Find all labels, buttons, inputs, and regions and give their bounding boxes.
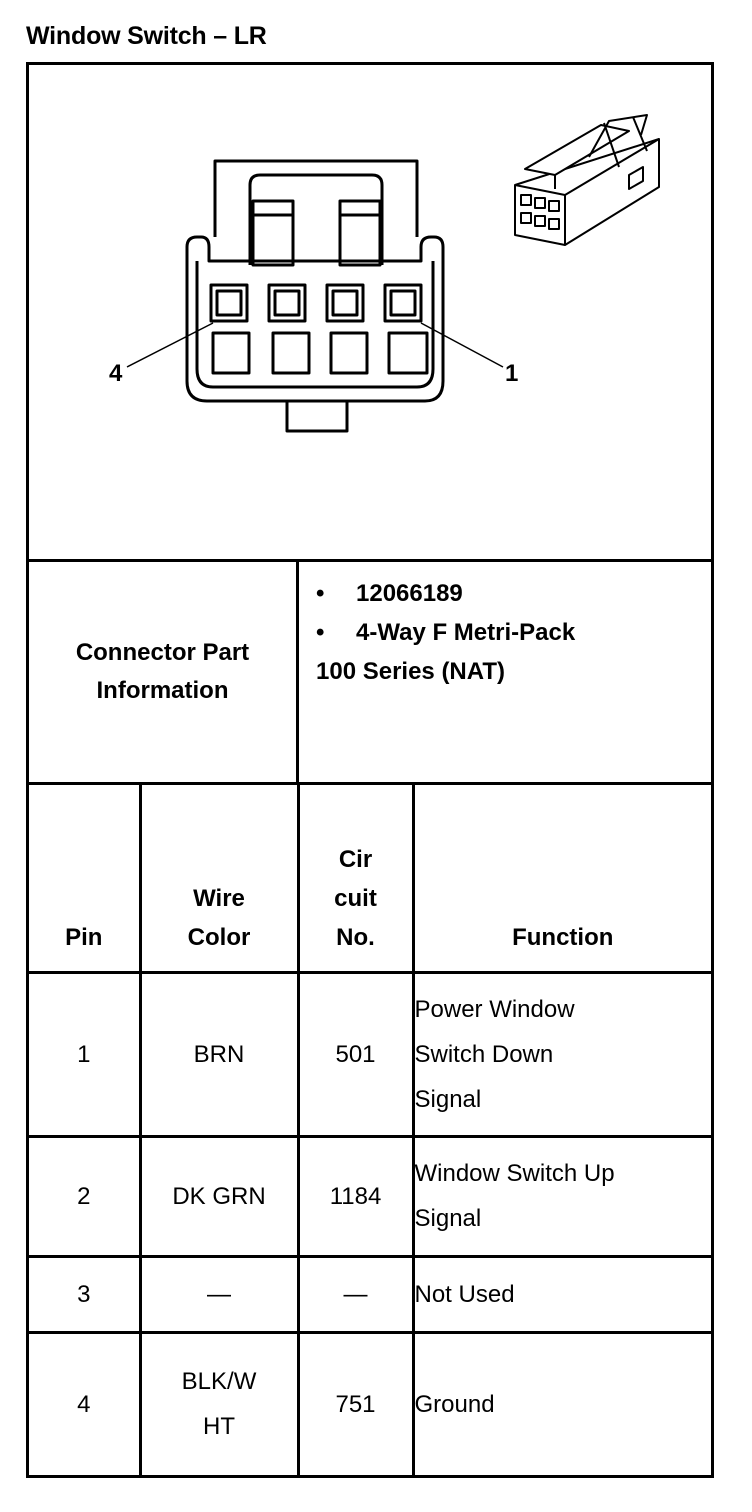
connector-part-info — [316, 574, 696, 691]
cavity-bottom-3 — [273, 333, 309, 373]
connector-latch — [215, 161, 417, 237]
connector-series: 100 Series (NAT) — [316, 658, 505, 685]
header-wire-color: Wire Color — [140, 785, 298, 972]
connector-iso-view — [515, 115, 659, 245]
leader-line-pin-4 — [127, 323, 213, 367]
part-number-item: • 12066189 — [316, 580, 463, 607]
pin-cell: 1 — [29, 972, 140, 1136]
connector-part-label: Connector Part Information — [29, 562, 299, 782]
cavity-bottom-1 — [389, 333, 427, 373]
page-title: Window Switch – LR — [26, 22, 267, 50]
function-cell: Not Used — [413, 1256, 711, 1332]
function-cell: Window Switch Up Signal — [413, 1136, 711, 1256]
table-row — [29, 1256, 711, 1332]
wire-color-cell: BRN — [140, 972, 298, 1136]
cavity-bottom-2 — [331, 333, 367, 373]
wire-color-cell: — — [140, 1256, 298, 1332]
circuit-cell: 751 — [298, 1332, 413, 1475]
connector-drawing — [29, 65, 711, 559]
table-header-row — [29, 785, 711, 972]
connector-sheet — [26, 62, 714, 1478]
circuit-cell: 1184 — [298, 1136, 413, 1256]
latch-tab-right — [340, 201, 380, 265]
connector-body — [187, 237, 443, 401]
connector-body-inner — [197, 261, 433, 387]
header-circuit-no: Cir cuit No. — [298, 785, 413, 972]
table-row — [29, 1332, 711, 1475]
cavity-bottom-4 — [213, 333, 249, 373]
pin-cell: 2 — [29, 1136, 140, 1256]
header-function: Function — [413, 785, 711, 972]
function-cell: Ground — [413, 1332, 711, 1475]
function-cell: Power Window Switch Down Signal — [413, 972, 711, 1136]
wire-color-cell: BLK/W HT — [140, 1332, 298, 1475]
connector-diagram — [29, 65, 711, 562]
connector-part-row — [29, 562, 711, 785]
pinout-table — [29, 785, 711, 1475]
pin-cell: 3 — [29, 1256, 140, 1332]
pin-label-1: 1 — [505, 360, 519, 387]
table-row — [29, 1136, 711, 1256]
table-row — [29, 972, 711, 1136]
latch-tab-left — [253, 201, 293, 265]
connector-latch-inner — [250, 175, 382, 265]
wire-color-cell: DK GRN — [140, 1136, 298, 1256]
pin-cell: 4 — [29, 1332, 140, 1475]
connector-type-item: • 4-Way F Metri-Pack — [316, 619, 576, 646]
header-pin: Pin — [29, 785, 140, 972]
circuit-cell: 501 — [298, 972, 413, 1136]
connector-key — [287, 401, 347, 431]
pin-label-4: 4 — [109, 360, 123, 387]
circuit-cell: — — [298, 1256, 413, 1332]
